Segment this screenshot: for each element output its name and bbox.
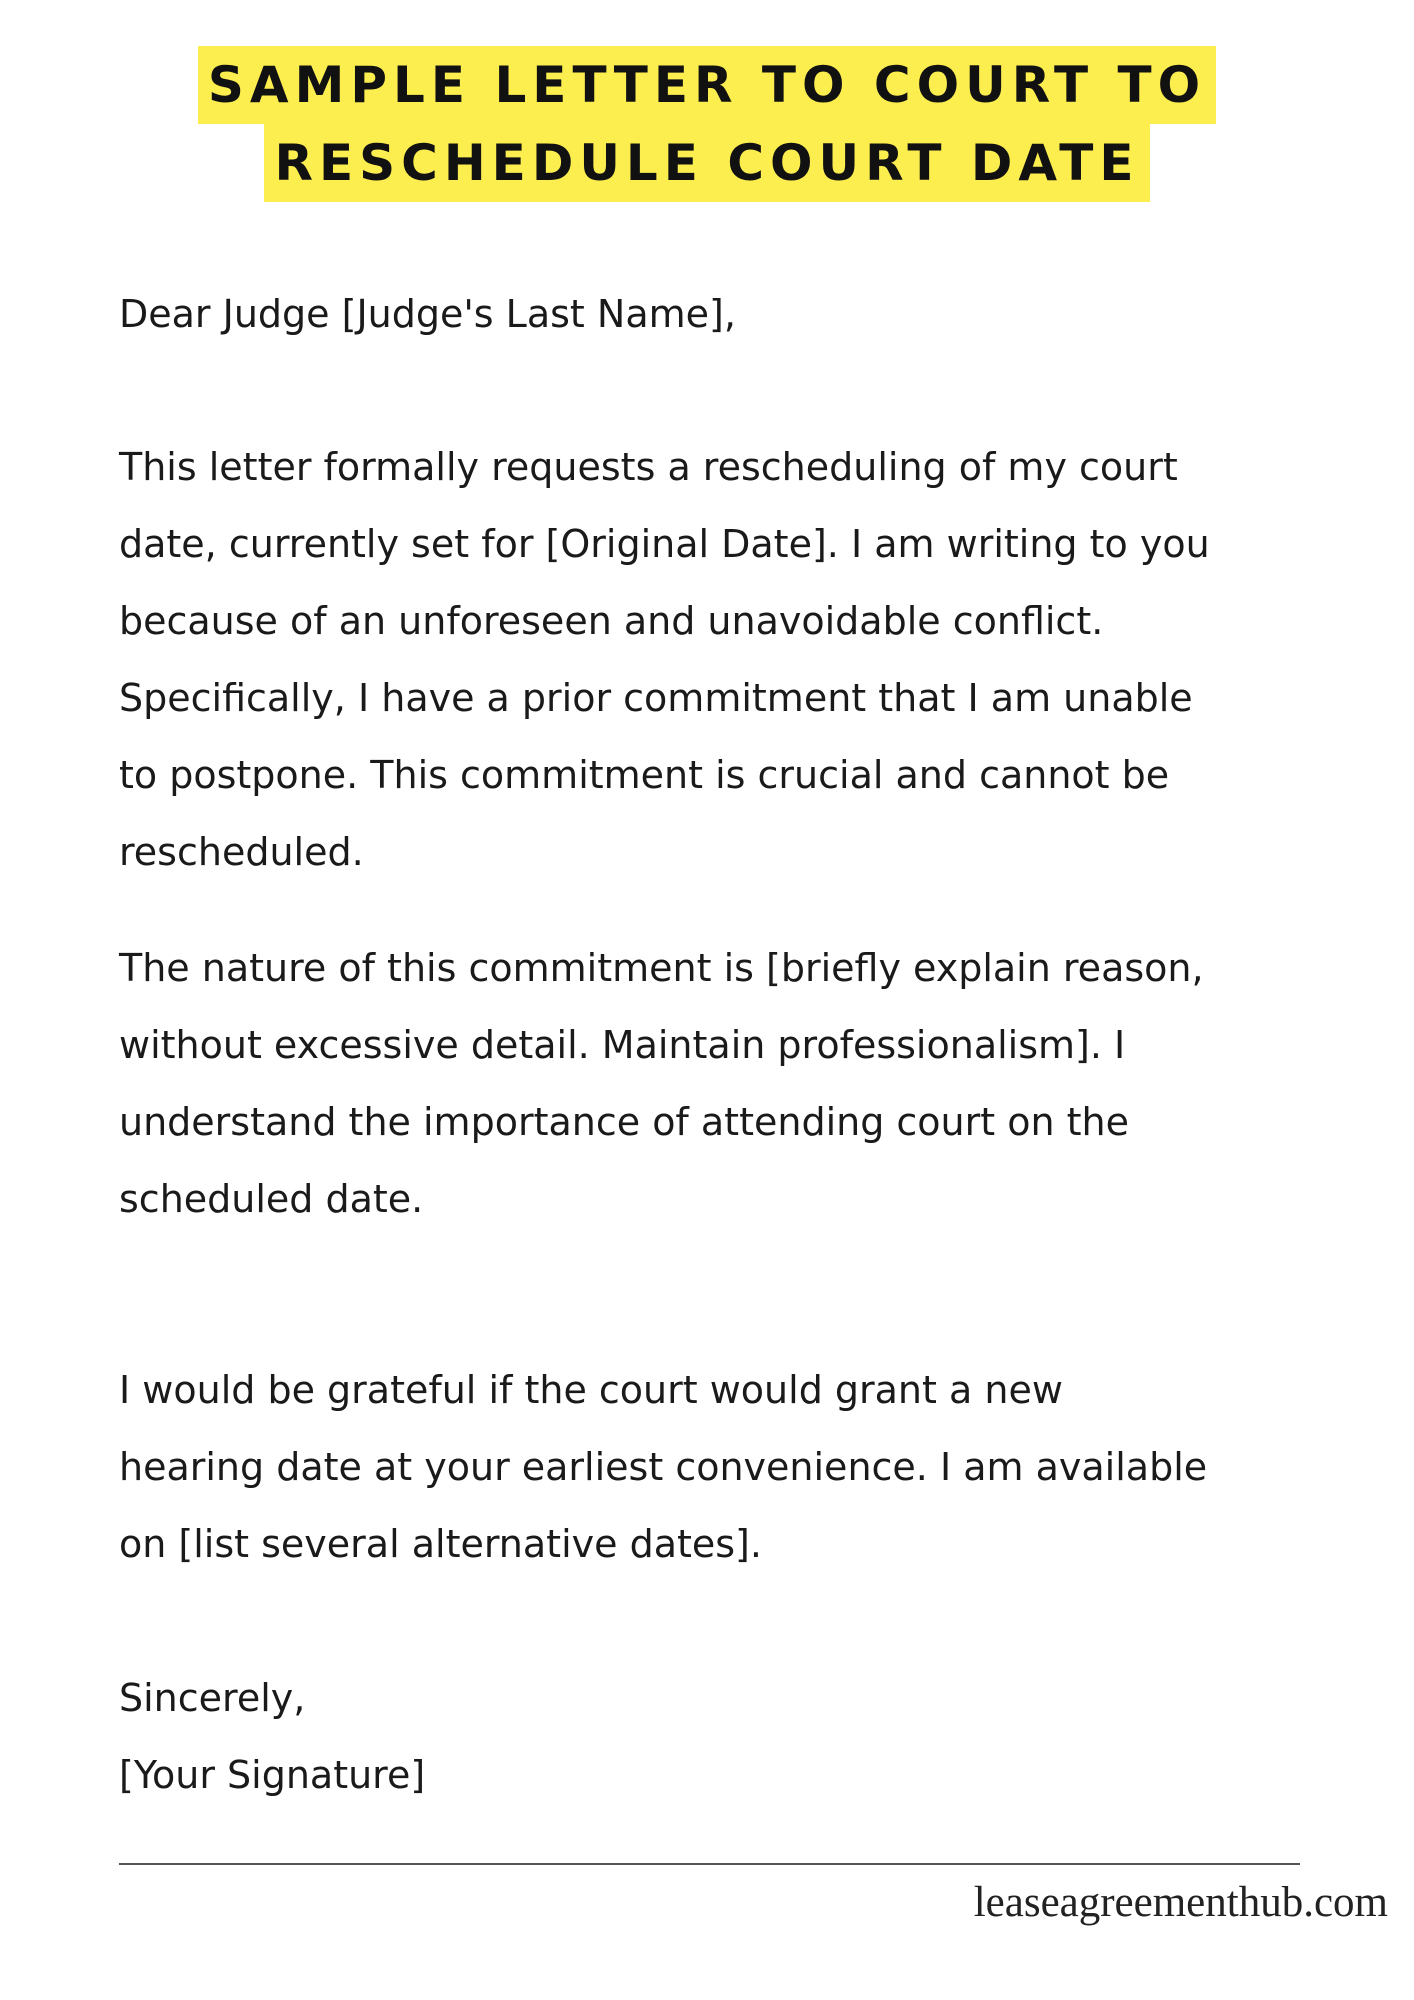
document-title (0, 46, 1414, 202)
paragraph-availability (119, 1352, 1349, 1583)
signature-placeholder: [Your Signature] (119, 1753, 426, 1797)
paragraph-line: date, currently set for [Original Date]. I am writing to you (119, 522, 1210, 566)
paragraph-line: understand the importance of attending court on the (119, 1100, 1130, 1144)
paragraph-line: to postpone. This commitment is crucial and cannot be (119, 753, 1170, 797)
paragraph-line: on [list several alternative dates]. (119, 1522, 762, 1566)
title-line-2: RESCHEDULE COURT DATE (264, 124, 1149, 202)
paragraph-line: without excessive detail. Maintain professionalism]. I (119, 1023, 1126, 1067)
paragraph-line: This letter formally requests a rescheduling of my court (119, 445, 1178, 489)
paragraph-line: The nature of this commitment is [briefly explain reason, (119, 946, 1204, 990)
paragraph-line: because of an unforeseen and unavoidable conflict. (119, 599, 1104, 643)
paragraph-line: scheduled date. (119, 1177, 424, 1221)
paragraph-line: Specifically, I have a prior commitment that I am unable (119, 676, 1193, 720)
paragraph-line: hearing date at your earliest convenience. I am available (119, 1445, 1208, 1489)
footer-site-name: leaseagreementhub.com (973, 1879, 1388, 1926)
paragraph-line: rescheduled. (119, 830, 364, 874)
letter-closing (119, 1660, 425, 1814)
salutation: Dear Judge [Judge's Last Name], (119, 292, 736, 336)
title-line-1: SAMPLE LETTER TO COURT TO (198, 46, 1216, 124)
paragraph-line: I would be grateful if the court would grant a new (119, 1368, 1063, 1412)
closing-phrase: Sincerely, (119, 1676, 306, 1720)
footer-divider (119, 1863, 1300, 1865)
paragraph-request (119, 429, 1349, 891)
paragraph-reason (119, 930, 1349, 1238)
